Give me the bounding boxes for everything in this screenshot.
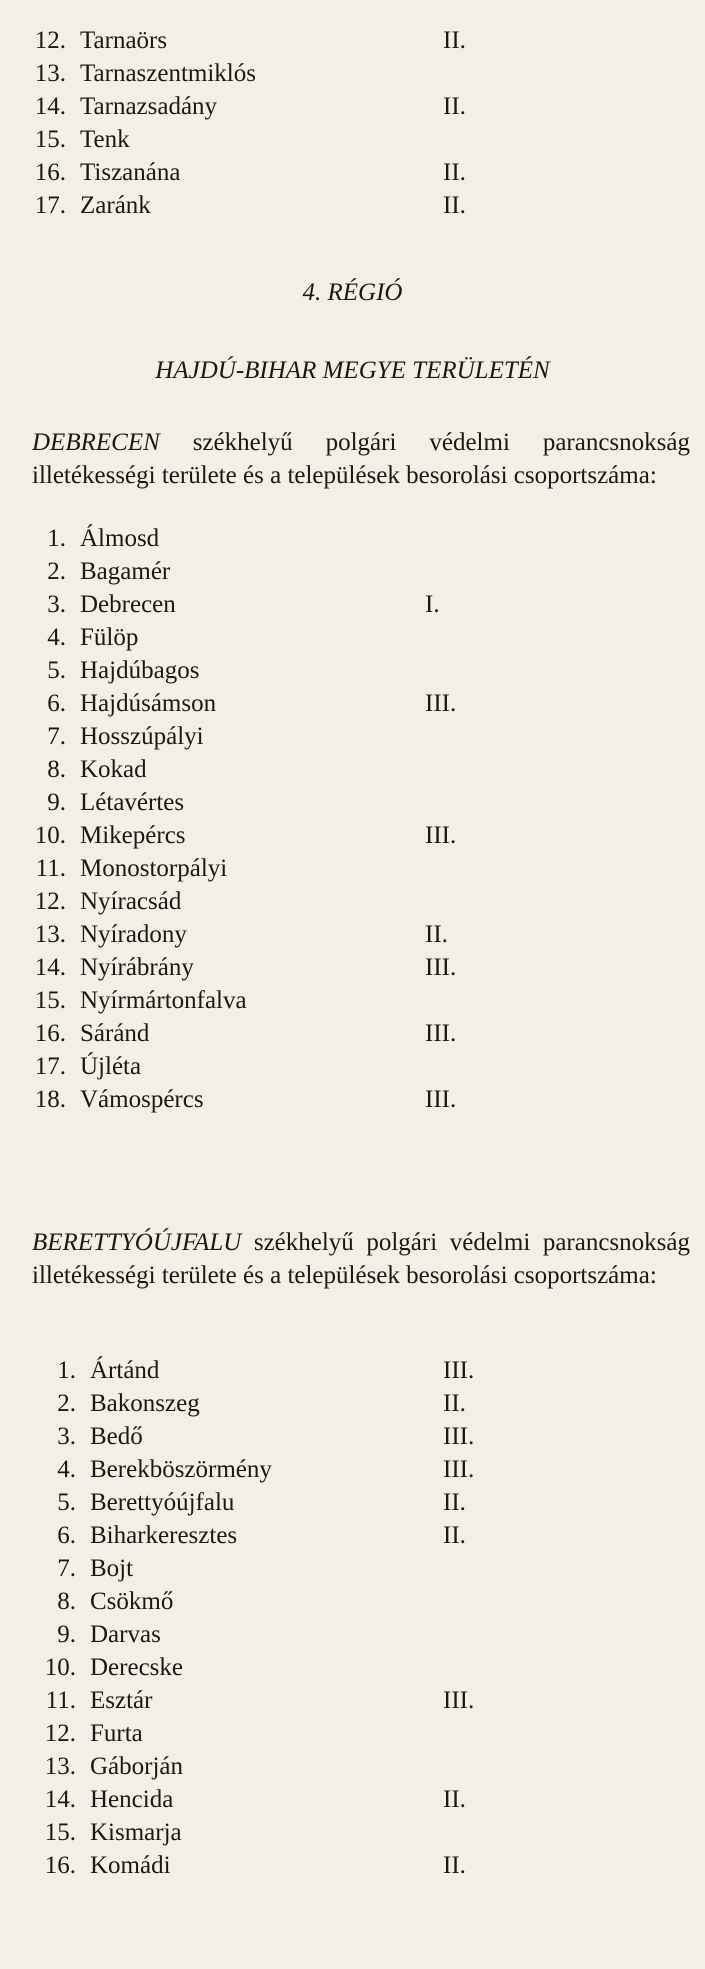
item-number: 11.: [45, 1687, 76, 1714]
settlement-name: Nyírmártonfalva: [80, 987, 247, 1014]
region-heading: 4. RÉGIÓ: [302, 279, 403, 306]
settlement-name: Esztár: [90, 1687, 153, 1714]
item-number: 12.: [44, 1720, 76, 1747]
berettyoujfalu-intro-paragraph: [32, 1226, 690, 1292]
settlement-name: Hencida: [90, 1786, 174, 1813]
item-number: 12.: [34, 888, 66, 915]
list-item: [0, 1486, 705, 1519]
settlement-name: Sáránd: [80, 1020, 150, 1047]
settlement-name: Vámospércs: [80, 1086, 204, 1113]
item-number: 17.: [34, 1053, 66, 1080]
item-number: 14.: [44, 1786, 76, 1813]
debrecen-city-name: DEBRECEN: [32, 429, 160, 456]
item-number: 8.: [57, 1588, 76, 1615]
item-number: 12.: [34, 27, 66, 54]
list-item: [0, 918, 705, 951]
list-item: [0, 852, 705, 885]
group-number: III.: [443, 1687, 475, 1714]
item-number: 3.: [47, 591, 66, 618]
settlement-name: Létavértes: [80, 789, 185, 816]
group-number: III.: [425, 1086, 457, 1113]
group-number: II.: [443, 1786, 466, 1813]
settlement-name: Tenk: [80, 126, 130, 153]
group-number: II.: [425, 921, 448, 948]
settlement-name: Zaránk: [80, 192, 151, 219]
group-number: II.: [443, 1390, 466, 1417]
item-number: 15.: [34, 126, 66, 153]
item-number: 5.: [57, 1489, 76, 1516]
settlement-name: Álmosd: [80, 525, 160, 552]
settlement-name: Tiszanána: [80, 159, 181, 186]
item-number: 10.: [34, 822, 66, 849]
item-number: 9.: [57, 1621, 76, 1648]
settlement-list-continued: [0, 24, 705, 222]
list-item: [0, 522, 705, 555]
item-number: 16.: [34, 1020, 66, 1047]
item-number: 1.: [57, 1357, 76, 1384]
list-item: [0, 57, 705, 90]
item-number: 13.: [44, 1753, 76, 1780]
item-number: 10.: [44, 1654, 76, 1681]
list-item: [0, 1420, 705, 1453]
item-number: 2.: [57, 1390, 76, 1417]
list-item: [0, 1750, 705, 1783]
item-number: 4.: [47, 624, 66, 651]
debrecen-settlement-list: [0, 522, 705, 1116]
list-item: [0, 654, 705, 687]
list-item: [0, 90, 705, 123]
settlement-name: Csökmő: [90, 1588, 174, 1615]
county-heading: HAJDÚ-BIHAR MEGYE TERÜLETÉN: [155, 357, 550, 384]
list-item: [0, 885, 705, 918]
group-number: III.: [425, 954, 457, 981]
item-number: 17.: [34, 192, 66, 219]
settlement-name: Tarnaszentmiklós: [80, 60, 256, 87]
list-item: [0, 1083, 705, 1116]
list-item: [0, 156, 705, 189]
settlement-name: Bedő: [90, 1423, 143, 1450]
settlement-name: Gáborján: [90, 1753, 184, 1780]
list-item: [0, 1519, 705, 1552]
group-number: III.: [443, 1456, 475, 1483]
berettyoujfalu-city-name: BERETTYÓÚJFALU: [32, 1229, 242, 1256]
item-number: 2.: [47, 558, 66, 585]
settlement-name: Bakonszeg: [90, 1390, 200, 1417]
list-item: [0, 1453, 705, 1486]
list-item: [0, 720, 705, 753]
settlement-name: Kokad: [80, 756, 147, 783]
list-item: [0, 1585, 705, 1618]
list-item: [0, 1816, 705, 1849]
list-item: [0, 1849, 705, 1882]
list-item: [0, 588, 705, 621]
settlement-name: Fülöp: [80, 624, 139, 651]
settlement-name: Újléta: [80, 1053, 142, 1080]
settlement-name: Debrecen: [80, 591, 176, 618]
list-item: [0, 1050, 705, 1083]
settlement-name: Furta: [90, 1720, 143, 1747]
group-number: II.: [443, 1852, 466, 1879]
settlement-name: Biharkeresztes: [90, 1522, 238, 1549]
list-item: [0, 1017, 705, 1050]
berettyoujfalu-settlement-list: [0, 1354, 705, 1882]
item-number: 16.: [34, 159, 66, 186]
item-number: 3.: [57, 1423, 76, 1450]
settlement-name: Ártánd: [90, 1357, 160, 1384]
list-item: [0, 555, 705, 588]
item-number: 18.: [34, 1086, 66, 1113]
list-item: [0, 1387, 705, 1420]
item-number: 9.: [47, 789, 66, 816]
item-number: 6.: [57, 1522, 76, 1549]
item-number: 8.: [47, 756, 66, 783]
item-number: 5.: [47, 657, 66, 684]
group-number: III.: [425, 1020, 457, 1047]
berettyoujfalu-intro-text: székhelyű polgári védelmi parancsnokság illetékességi területe és a települések besorolási csoportszáma:: [32, 1229, 690, 1289]
list-item: [0, 1783, 705, 1816]
list-item: [0, 1354, 705, 1387]
settlement-name: Nyírábrány: [80, 954, 194, 981]
group-number: III.: [443, 1423, 475, 1450]
item-number: 7.: [47, 723, 66, 750]
list-item: [0, 687, 705, 720]
settlement-name: Tarnaörs: [80, 27, 168, 54]
group-number: II.: [443, 93, 466, 120]
list-item: [0, 621, 705, 654]
settlement-name: Berettyóújfalu: [90, 1489, 235, 1516]
list-item: [0, 951, 705, 984]
list-item: [0, 1684, 705, 1717]
list-item: [0, 786, 705, 819]
item-number: 14.: [34, 954, 66, 981]
list-item: [0, 984, 705, 1017]
settlement-name: Hajdúsámson: [80, 690, 217, 717]
item-number: 13.: [34, 921, 66, 948]
group-number: II.: [443, 1489, 466, 1516]
settlement-name: Bojt: [90, 1555, 134, 1582]
list-item: [0, 189, 705, 222]
settlement-name: Berekböszörmény: [90, 1456, 272, 1483]
settlement-name: Monostorpályi: [80, 855, 228, 882]
group-number: II.: [443, 192, 466, 219]
item-number: 15.: [44, 1819, 76, 1846]
item-number: 7.: [57, 1555, 76, 1582]
settlement-name: Kismarja: [90, 1819, 182, 1846]
group-number: II.: [443, 27, 466, 54]
list-item: [0, 753, 705, 786]
item-number: 14.: [34, 93, 66, 120]
group-number: I.: [425, 591, 440, 618]
group-number: II.: [443, 159, 466, 186]
item-number: 13.: [34, 60, 66, 87]
group-number: III.: [425, 690, 457, 717]
debrecen-intro-paragraph: [32, 426, 690, 492]
settlement-name: Bagamér: [80, 558, 171, 585]
settlement-name: Derecske: [90, 1654, 183, 1681]
list-item: [0, 1552, 705, 1585]
list-item: [0, 123, 705, 156]
settlement-name: Komádi: [90, 1852, 171, 1879]
list-item: [0, 1651, 705, 1684]
settlement-name: Hajdúbagos: [80, 657, 200, 684]
settlement-name: Darvas: [90, 1621, 161, 1648]
list-item: [0, 24, 705, 57]
settlement-name: Nyíracsád: [80, 888, 182, 915]
debrecen-intro-text: székhelyű polgári védelmi parancsnokság illetékességi területe és a települések besorolási csoportszáma:: [32, 429, 690, 489]
group-number: II.: [443, 1522, 466, 1549]
item-number: 6.: [47, 690, 66, 717]
item-number: 15.: [34, 987, 66, 1014]
item-number: 4.: [57, 1456, 76, 1483]
item-number: 11.: [35, 855, 66, 882]
settlement-name: Tarnazsadány: [80, 93, 218, 120]
group-number: III.: [443, 1357, 475, 1384]
group-number: III.: [425, 822, 457, 849]
list-item: [0, 1717, 705, 1750]
item-number: 16.: [44, 1852, 76, 1879]
settlement-name: Mikepércs: [80, 822, 186, 849]
settlement-name: Nyíradony: [80, 921, 187, 948]
settlement-name: Hosszúpályi: [80, 723, 204, 750]
list-item: [0, 819, 705, 852]
list-item: [0, 1618, 705, 1651]
item-number: 1.: [47, 525, 66, 552]
